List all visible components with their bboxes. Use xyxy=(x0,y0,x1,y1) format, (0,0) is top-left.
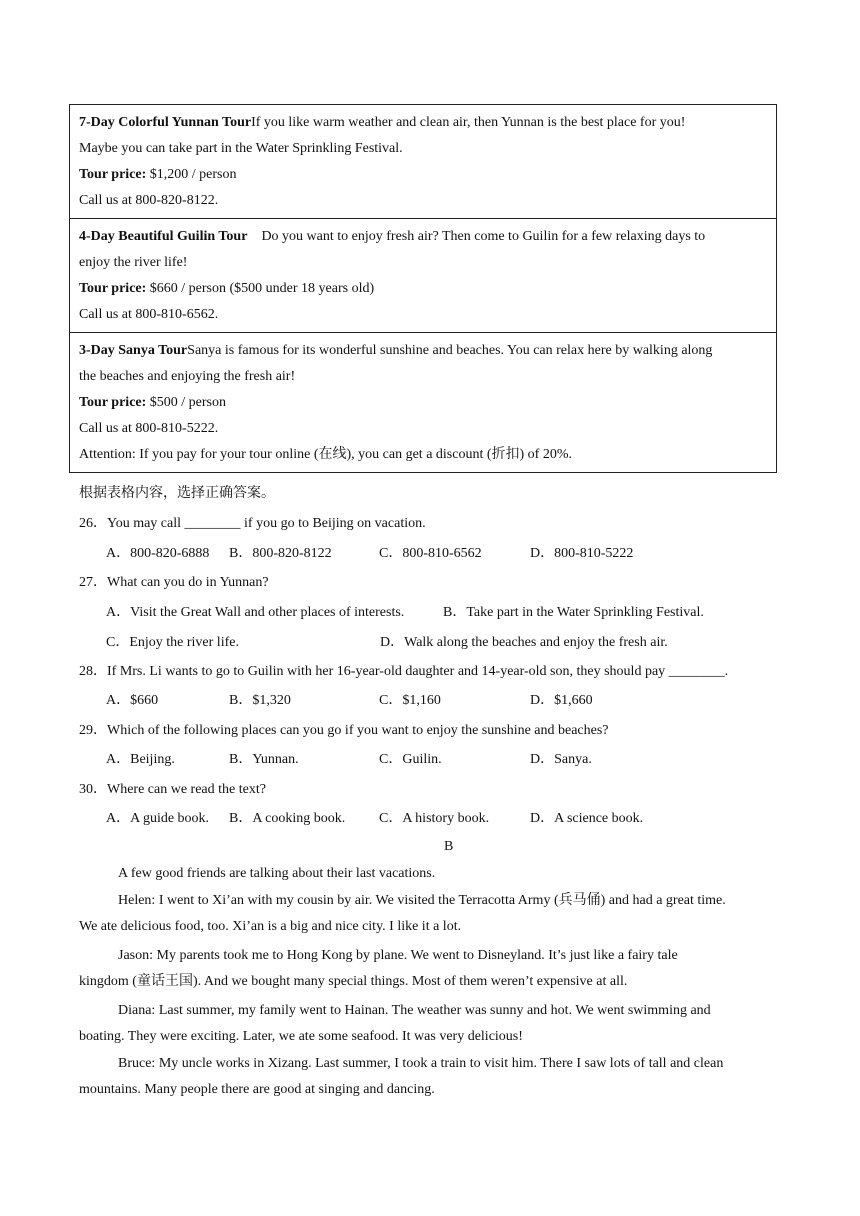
tour-attention: Attention: If you pay for your tour online (在线), you can get a discount (折扣) of 20%. xyxy=(79,447,573,462)
option-b: B．Take part in the Water Sprinkling Festival. xyxy=(443,605,704,620)
instruction: 根据表格内容，选择正确答案。 xyxy=(79,486,275,501)
passage-paragraph: A few good friends are talking about their last vacations. xyxy=(118,866,436,881)
tour-phone: Call us at 800-820-8122. xyxy=(79,193,219,208)
option-b: B．$1,320 xyxy=(229,693,291,708)
option-c: C．800-810-6562 xyxy=(379,546,482,561)
option-b: B．Yunnan. xyxy=(229,752,299,767)
tour-cell-guilin xyxy=(70,218,776,332)
tour-price: $1,200 / person xyxy=(146,167,237,182)
option-a: A．800-820-6888 xyxy=(106,546,210,561)
option-a: A．Visit the Great Wall and other places of interests. xyxy=(106,605,405,620)
tour-description: If you like warm weather and clean air, then Yunnan is the best place for you! xyxy=(251,115,686,130)
passage-paragraph: Bruce: My uncle works in Xizang. Last summer, I took a train to visit him. There I saw lots of tall and clean mountains. Many people there are good at singing and dancing. xyxy=(79,1056,724,1097)
tour-price-label: Tour price: xyxy=(79,167,147,182)
tour-price: $500 / person xyxy=(146,395,226,410)
question-stem: 28．If Mrs. Li wants to go to Guilin with her 16-year-old daughter and 14-year-old son, they should pay ________. xyxy=(79,664,729,679)
tour-description-cont: Maybe you can take part in the Water Sprinkling Festival. xyxy=(79,141,403,156)
question-stem: 27．What can you do in Yunnan? xyxy=(79,575,269,590)
tour-table xyxy=(69,104,777,473)
option-d: D．A science book. xyxy=(530,811,644,826)
tour-phone: Call us at 800-810-5222. xyxy=(79,421,219,436)
tour-price-label: Tour price: xyxy=(79,395,147,410)
passage-title: B xyxy=(444,839,454,854)
option-b: B．A cooking book. xyxy=(229,811,346,826)
option-c: C．$1,160 xyxy=(379,693,441,708)
option-d: D．$1,660 xyxy=(530,693,593,708)
tour-description: Do you want to enjoy fresh air? Then come to Guilin for a few relaxing days to xyxy=(247,229,706,244)
question-stem: 29．Which of the following places can you go if you want to enjoy the sunshine and beaches? xyxy=(79,723,609,738)
option-c: C．Enjoy the river life. xyxy=(106,635,239,650)
option-c: C．Guilin. xyxy=(379,752,442,767)
tour-cell-sanya xyxy=(70,332,776,472)
option-a: A．A guide book. xyxy=(106,811,210,826)
tour-price-label: Tour price: xyxy=(79,281,147,296)
tour-name: 4-Day Beautiful Guilin Tour xyxy=(79,229,248,244)
passage-paragraph: Jason: My parents took me to Hong Kong by plane. We went to Disneyland. It’s just like a fairy tale kingdom (童话王国). And we bought many special things. Most of them weren’t expensive at all. xyxy=(79,948,678,989)
tour-name: 3-Day Sanya Tour xyxy=(79,343,188,358)
option-a: A．Beijing. xyxy=(106,752,175,767)
option-d: D．Sanya. xyxy=(530,752,592,767)
tour-cell-yunnan xyxy=(70,105,776,218)
option-c: C．A history book. xyxy=(379,811,490,826)
tour-name: 7-Day Colorful Yunnan Tour xyxy=(79,115,252,130)
tour-phone: Call us at 800-810-6562. xyxy=(79,307,219,322)
tour-description-cont: enjoy the river life! xyxy=(79,255,188,270)
option-b: B．800-820-8122 xyxy=(229,546,332,561)
passage-paragraph: Diana: Last summer, my family went to Hainan. The weather was sunny and hot. We went swimming and boating. They were exciting. Later, we ate some seafood. It was very delicious! xyxy=(79,1003,711,1044)
tour-description-cont: the beaches and enjoying the fresh air! xyxy=(79,369,296,384)
tour-price: $660 / person ($500 under 18 years old) xyxy=(146,281,375,296)
option-a: A．$660 xyxy=(106,693,159,708)
tour-description: Sanya is famous for its wonderful sunshine and beaches. You can relax here by walking along xyxy=(187,343,713,358)
passage-paragraph: Helen: I went to Xi’an with my cousin by air. We visited the Terracotta Army (兵马俑) and had a great time. We ate delicious food, too. Xi’an is a big and nice city. I like it a lot. xyxy=(79,893,726,934)
question-stem: 26．You may call ________ if you go to Beijing on vacation. xyxy=(79,516,426,531)
question-stem: 30．Where can we read the text? xyxy=(79,782,266,797)
option-d: D．800-810-5222 xyxy=(530,546,634,561)
option-d: D．Walk along the beaches and enjoy the fresh air. xyxy=(380,635,668,650)
